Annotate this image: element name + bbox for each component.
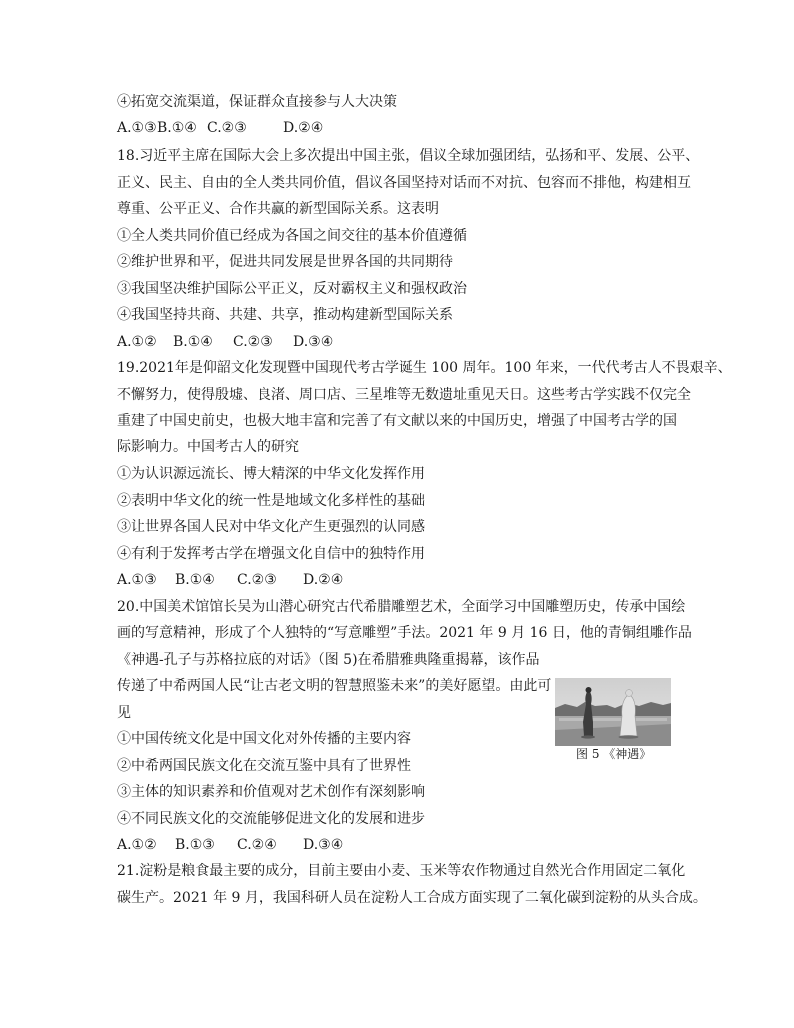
- option-c: C.②④: [237, 837, 277, 853]
- option-c: C.②③: [237, 572, 277, 588]
- q19-options: [117, 570, 343, 590]
- q19-stem-line-2: 不懈努力，使得殷墟、良渚、周口店、三星堆等无数遗址重见天日。这些考古学实践不仅完全: [117, 387, 691, 403]
- figure-5-caption: 图 5 《神遇》: [576, 747, 652, 761]
- q19-item-2: ②表明中华文化的统一性是地域文化多样性的基础: [117, 493, 425, 509]
- option-a: A.①③: [117, 572, 157, 588]
- q21-stem-line-1: 21.淀粉是粮食最主要的成分，目前主要由小麦、玉米等农作物通过自然光合作用固定二氧化: [117, 863, 686, 879]
- option-d: D.②④: [303, 572, 344, 588]
- option-b: B.①④: [173, 334, 213, 350]
- q20-item-1: ①中国传统文化是中国文化对外传播的主要内容: [117, 731, 411, 747]
- q20-stem-line-2: 画的写意精神，形成了个人独特的“写意雕塑”手法。2021 年 9 月 16 日，他的青铜组雕作品: [117, 625, 692, 641]
- q21-stem-line-2: 碳生产。2021 年 9 月，我国科研人员在淀粉人工合成方面实现了二氧化碳到淀粉的从头合成。: [117, 890, 707, 906]
- q19-item-3: ③让世界各国人民对中华文化产生更强烈的认同感: [117, 519, 425, 535]
- q20-stem-line-4: 传递了中希两国人民“让古老文明的智慧照鉴未来”的美好愿望。由此可: [117, 678, 552, 694]
- option-d: D.②④: [283, 120, 324, 136]
- option-a: A.①②: [117, 334, 157, 350]
- option-b: B.①③: [175, 837, 215, 853]
- q17-options: [117, 118, 323, 138]
- q18-item-3: ③我国坚决维护国际公平正义，反对霸权主义和强权政治: [117, 281, 467, 297]
- q20-stem-line-1: 20.中国美术馆馆长吴为山潜心研究古代希腊雕塑艺术，全面学习中国雕塑历史，传承中国绘: [117, 599, 686, 615]
- option-b: B.①④: [175, 572, 215, 588]
- q17-item-4: ④拓宽交流渠道，保证群众直接参与人大决策: [117, 94, 397, 110]
- q20-stem-line-5: 见: [117, 705, 131, 721]
- q19-item-4: ④有利于发挥考古学在增强文化自信中的独特作用: [117, 546, 425, 562]
- option-a: A.①③: [117, 120, 157, 136]
- q20-item-4: ④不同民族文化的交流能够促进文化的发展和进步: [117, 811, 425, 827]
- option-a: A.①②: [117, 837, 157, 853]
- q18-item-4: ④我国坚持共商、共建、共享，推动构建新型国际关系: [117, 307, 453, 323]
- q18-stem-line-3: 尊重、公平正义、合作共赢的新型国际关系。这表明: [117, 201, 439, 217]
- option-c: C.②③: [233, 334, 273, 350]
- q20-item-2: ②中希两国民族文化在交流互鉴中具有了世界性: [117, 758, 411, 774]
- option-d: D.③④: [293, 334, 334, 350]
- q18-options: [117, 332, 333, 352]
- q20-stem-line-3: 《神遇-孔子与苏格拉底的对话》（图 5)在希腊雅典隆重揭幕，该作品: [117, 652, 540, 668]
- q20-item-3: ③主体的知识素养和价值观对艺术创作有深刻影响: [117, 784, 425, 800]
- q18-stem-line-2: 正义、民主、自由的全人类共同价值，倡议各国坚持对话而不对抗、包容而不排他，构建相互: [117, 175, 691, 191]
- q19-stem-line-1: 19.2021年是仰韶文化发现暨中国现代考古学诞生 100 周年。100 年来，一代代考古人不畏艰辛、: [117, 360, 732, 376]
- q18-item-2: ②维护世界和平，促进共同发展是世界各国的共同期待: [117, 254, 453, 270]
- option-b: B.①④: [157, 120, 197, 136]
- q19-item-1: ①为认识源远流长、博大精深的中华文化发挥作用: [117, 466, 425, 482]
- option-c: C.②③: [207, 120, 247, 136]
- q19-stem-line-4: 际影响力。中国考古人的研究: [117, 439, 299, 455]
- q19-stem-line-3: 重建了中国史前史，也极大地丰富和完善了有文献以来的中国历史，增强了中国考古学的国: [117, 413, 677, 429]
- q20-options: [117, 835, 343, 855]
- sculpture-photo-image: [555, 678, 671, 746]
- q18-item-1: ①全人类共同价值已经成为各国之间交往的基本价值遵循: [117, 228, 467, 244]
- figure-5-photo: [555, 678, 671, 746]
- option-d: D.③④: [303, 837, 344, 853]
- q18-stem-line-1: 18.习近平主席在国际大会上多次提出中国主张，倡议全球加强团结，弘扬和平、发展、公平、: [117, 148, 700, 164]
